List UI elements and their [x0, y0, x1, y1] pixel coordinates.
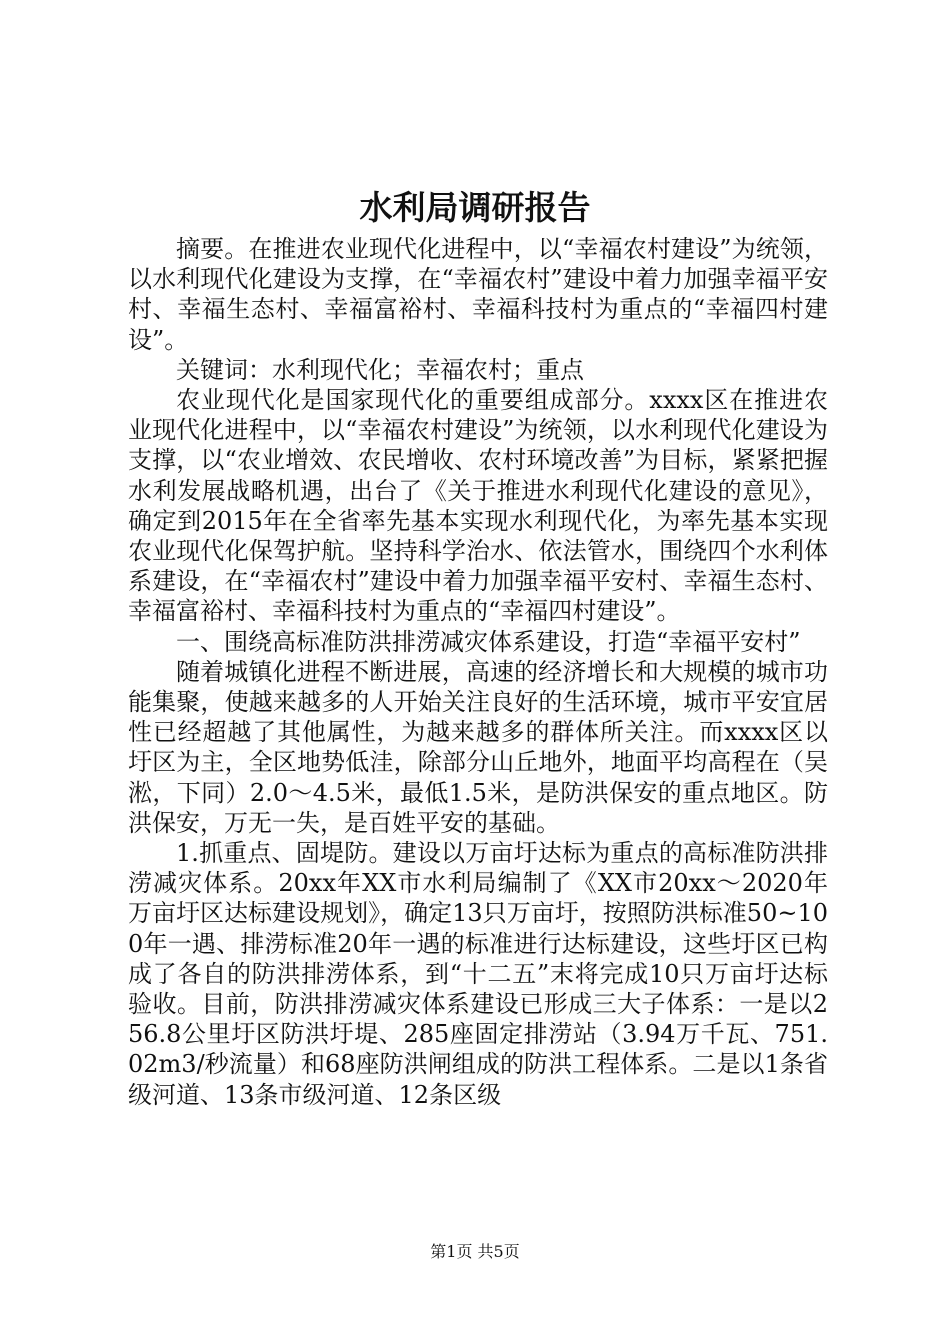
document-body	[128, 234, 828, 1110]
section-heading-1: 一、围绕高标准防洪排涝减灾体系建设，打造“幸福平安村”	[176, 627, 801, 656]
page-footer: 第1页 共5页	[430, 1242, 520, 1261]
body-paragraph: 1.抓重点、固堤防。建设以万亩圩达标为重点的高标准防洪排涝减灾体系。20xx年XX市水利局编制了《XX市20xx～2020年万亩圩区达标建设规划》，确定13只万亩圩，按照防洪标准50~100年一遇、排涝标准20年一遇的标准进行达标建设，这些圩区已构成了各自的防洪排涝体系，到“十二五”末将完成10只万亩圩达标验收。目前，防洪排涝减灾体系建设已形成三大子体系：一是以256.8公里圩区防洪圩堤、285座固定排涝站（3.94万千瓦、751.02m3/秒流量）和68座防洪闸组成的防洪工程体系。二是以1条省级河道、13条市级河道、12条区级	[128, 839, 828, 1109]
abstract-paragraph: 摘要。在推进农业现代化进程中，以“幸福农村建设”为统领，以水利现代化建设为支撑，在“幸福农村”建设中着力加强幸福平安村、幸福生态村、幸福富裕村、幸福科技村为重点的“幸福四村建设”。	[128, 235, 828, 354]
document-title: 水利局调研报告	[359, 188, 591, 227]
intro-paragraph: 农业现代化是国家现代化的重要组成部分。xxxx区在推进农业现代化进程中，以“幸福农村建设”为统领，以水利现代化建设为支撑，以“农业增效、农民增收、农村环境改善”为目标，紧紧把握水利发展战略机遇，出台了《关于推进水利现代化建设的意见》，确定到2015年在全省率先基本实现水利现代化，为率先基本实现农业现代化保驾护航。坚持科学治水、依法管水，围绕四个水利体系建设，在“幸福农村”建设中着力加强幸福平安村、幸福生态村、幸福富裕村、幸福科技村为重点的“幸福四村建设”。	[128, 386, 828, 626]
keywords-paragraph: 关键词：水利现代化；幸福农村；重点	[176, 355, 584, 384]
body-paragraph: 随着城镇化进程不断进展，高速的经济增长和大规模的城市功能集聚，使越来越多的人开始关注良好的生活环境，城市平安宜居性已经超越了其他属性，为越来越多的群体所关注。而xxxx区以圩区为主，全区地势低洼，除部分山丘地外，地面平均高程在（吴淞，下同）2.0～4.5米，最低1.5米，是防洪保安的重点地区。防洪保安，万无一失，是百姓平安的基础。	[128, 657, 828, 837]
